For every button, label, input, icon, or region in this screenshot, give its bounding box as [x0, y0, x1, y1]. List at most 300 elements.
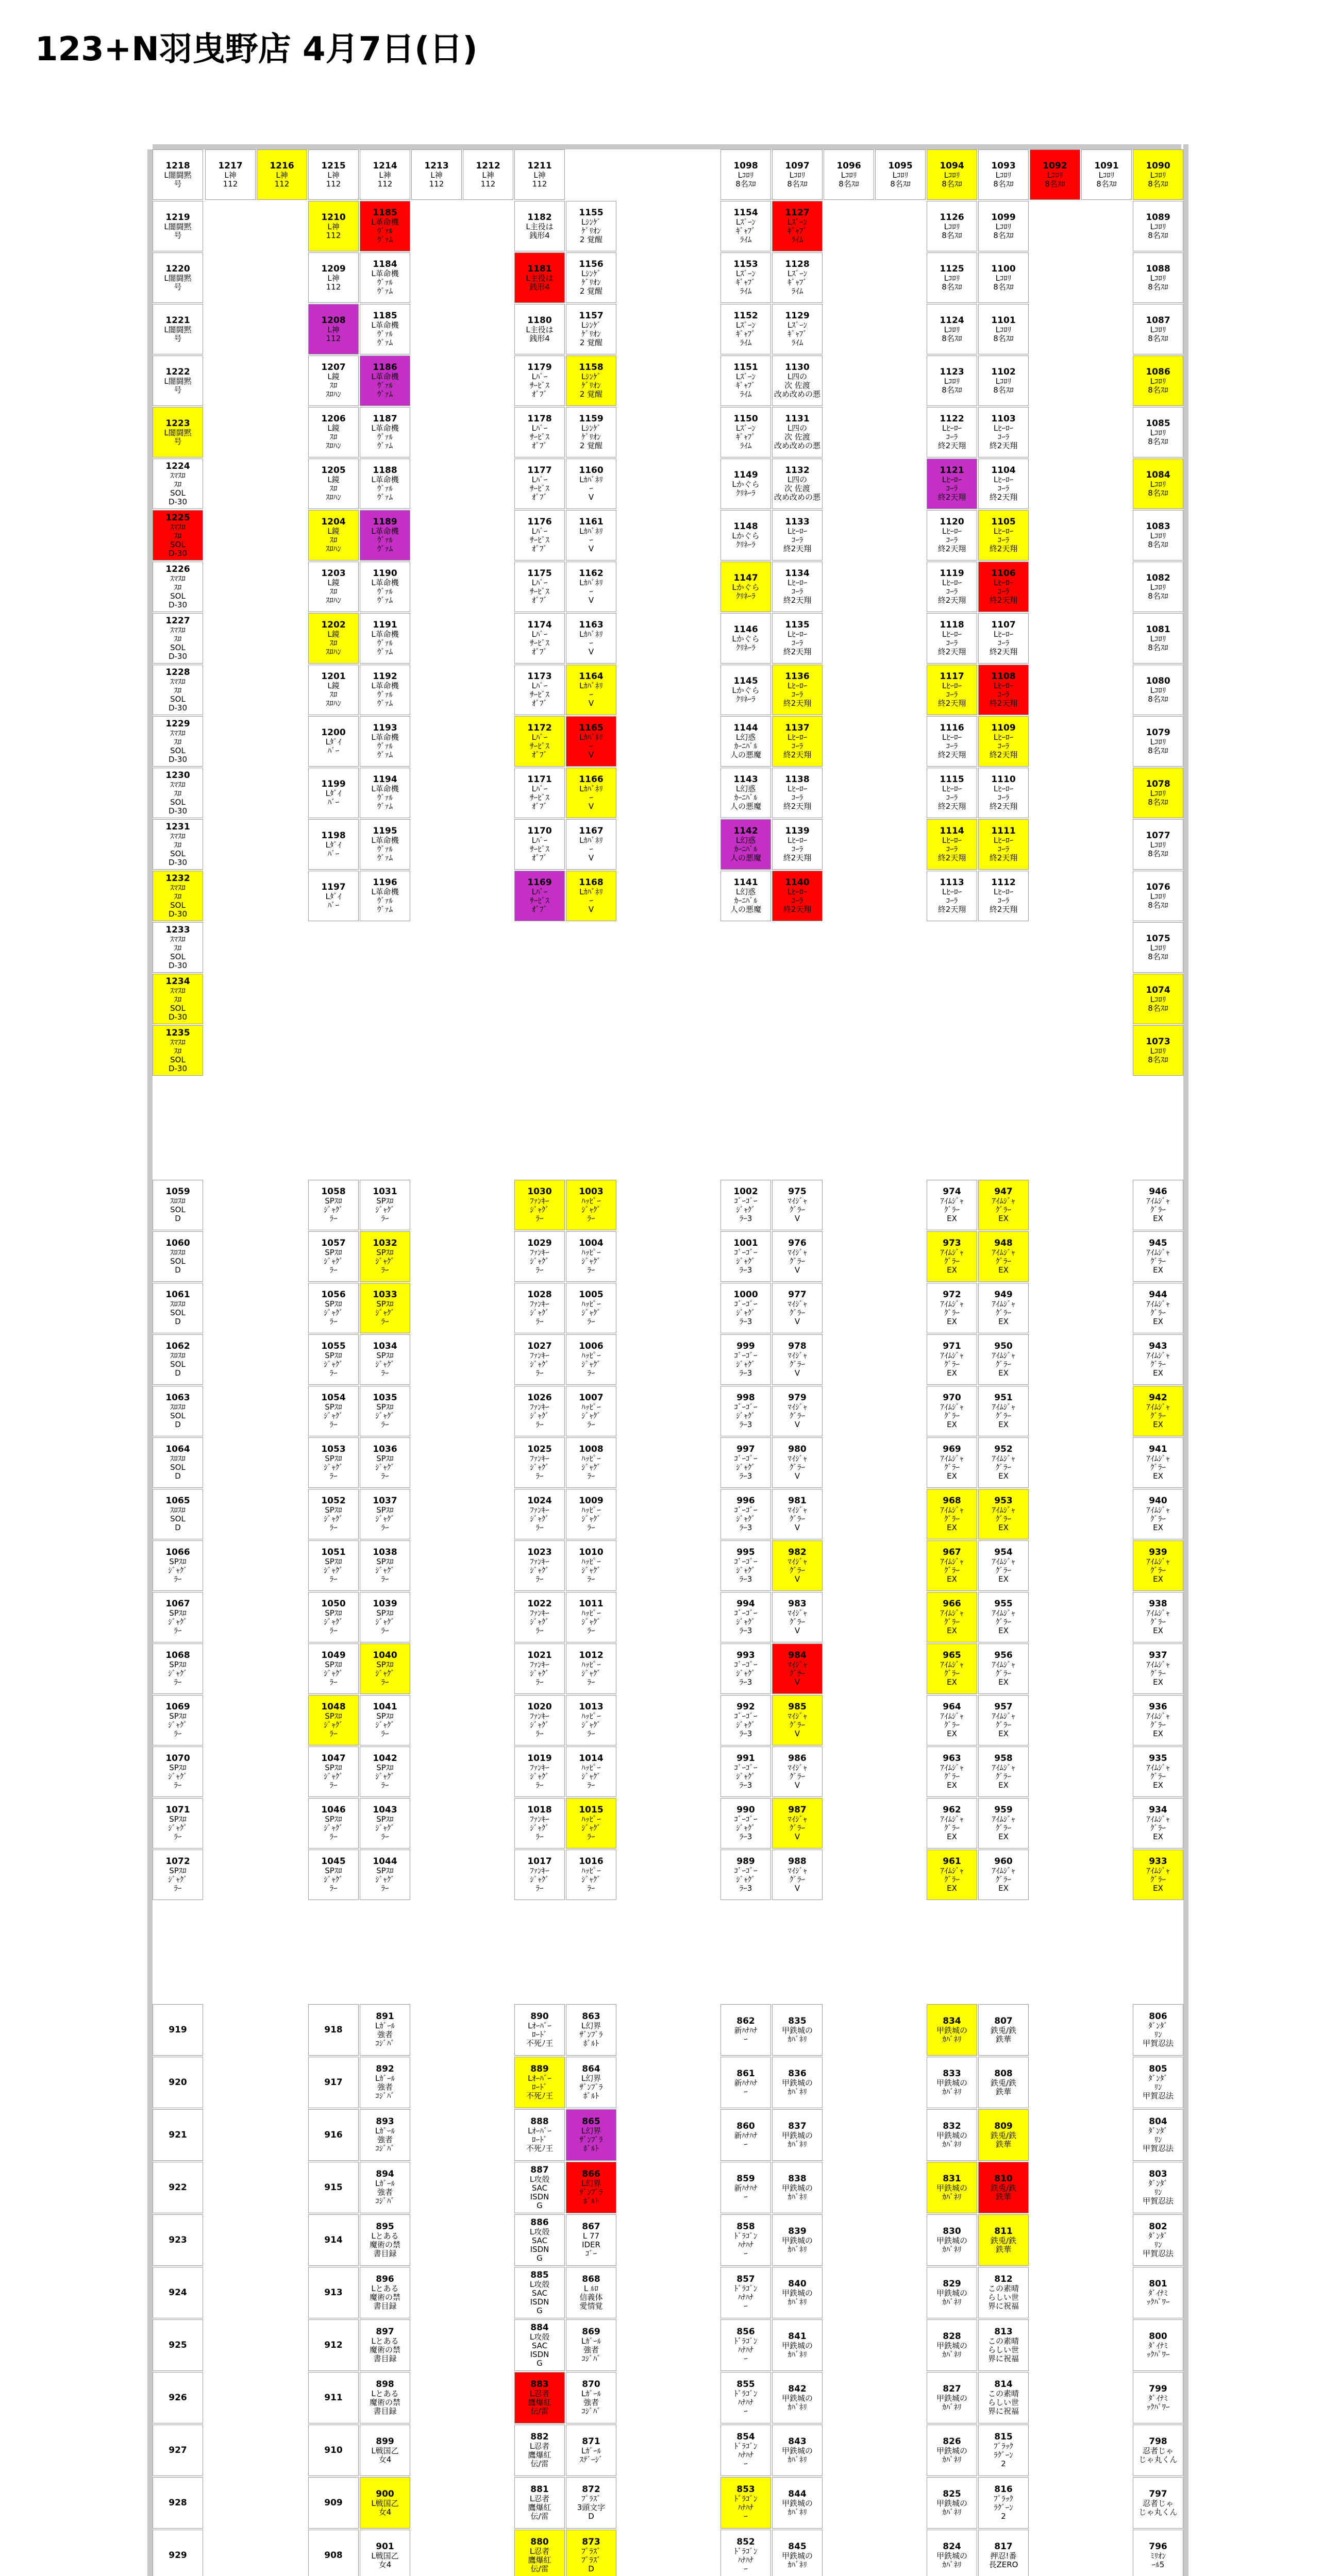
machine-model: L鏡 ｽﾛ ｽﾛﾊﾝ	[325, 681, 341, 708]
machine-cell	[772, 201, 823, 251]
machine-cell	[1081, 149, 1132, 200]
machine-cell	[308, 1334, 359, 1385]
machine-number: 856	[736, 2327, 755, 2337]
machine-number: 872	[582, 2484, 600, 2495]
machine-number: 844	[788, 2488, 807, 2499]
machine-number: 1144	[733, 723, 758, 733]
machine-model: 鉄兎/鉄 鉄華	[990, 2130, 1017, 2149]
machine-cell	[514, 2319, 565, 2371]
machine-model: Lｺﾛﾘ 8名ｽﾛ	[1045, 170, 1065, 189]
machine-cell	[514, 2057, 565, 2108]
machine-number: 1164	[579, 671, 604, 682]
machine-cell	[772, 1540, 823, 1591]
machine-number: 1108	[991, 671, 1016, 682]
machine-cell	[772, 459, 823, 509]
machine-cell	[978, 1747, 1029, 1797]
machine-cell	[308, 201, 359, 251]
machine-cell	[772, 665, 823, 715]
machine-number: 1185	[373, 311, 397, 321]
machine-cell	[978, 201, 1029, 251]
machine-cell	[360, 355, 410, 406]
machine-model: ﾐﾘｵﾝ ｰﾙ5	[1150, 2551, 1166, 2569]
machine-number: 1186	[373, 362, 397, 372]
machine-number: 940	[1149, 1496, 1167, 1506]
machine-model: Lﾊﾞｰ ｻｰﾋﾞｽ ｵﾞﾌﾞ	[530, 578, 549, 605]
machine-model: Lﾋｰﾛｰ ｺｰﾗ 終2天翔	[989, 784, 1018, 811]
machine-cell	[772, 1283, 823, 1333]
machine-cell	[308, 2214, 359, 2266]
machine-number: 1062	[165, 1341, 190, 1351]
machine-number: 836	[788, 2068, 807, 2079]
machine-number: 1193	[373, 723, 397, 733]
machine-number: 1110	[991, 774, 1016, 785]
machine-model: SPｽﾛ ｼﾞｬｸﾞ ﾗｰ	[375, 1299, 395, 1326]
machine-number: 1175	[527, 568, 552, 579]
machine-number: 1132	[785, 465, 810, 476]
machine-cell	[1133, 2109, 1183, 2161]
machine-model: Lﾊﾞｰ ｻｰﾋﾞｽ ｵﾞﾌﾞ	[530, 527, 549, 553]
machine-model: Lﾋｰﾛｰ ｺｰﾗ 終2天翔	[937, 836, 966, 862]
machine-cell	[978, 1231, 1029, 1282]
machine-model: Lとある 魔術の禁 書目録	[369, 2389, 400, 2416]
machine-number: 838	[788, 2173, 807, 2184]
machine-model: ﾊｯﾋﾟｰ ｼﾞｬｸﾞ ﾗｰ	[581, 1402, 601, 1429]
machine-number: 1082	[1146, 572, 1170, 583]
machine-number: 952	[994, 1444, 1013, 1454]
machine-model: Lﾋｰﾛｰ ｺｰﾗ 終2天翔	[783, 887, 812, 914]
machine-model: Lｶﾊﾞﾈﾘ ｰ V	[579, 578, 603, 605]
machine-number: 1191	[373, 620, 397, 630]
machine-cell	[1133, 510, 1183, 561]
machine-model: Lｶﾊﾞﾈﾘ ｰ V	[579, 630, 603, 656]
machine-model: ｱｲﾑｼﾞｬ ｸﾞﾗｰ EX	[1146, 1248, 1170, 1275]
machine-model: ｽﾛｽﾛ SOL D	[170, 1299, 186, 1326]
machine-cell	[721, 1489, 771, 1539]
machine-model: ｺﾞｰｺﾞｰ ｼﾞｬｸﾞ ﾗｰ3	[734, 1660, 758, 1687]
machine-cell	[360, 716, 410, 767]
machine-cell	[927, 768, 977, 818]
machine-cell	[927, 2425, 977, 2476]
machine-cell	[566, 1437, 616, 1488]
machine-model: ﾊｯﾋﾟｰ ｼﾞｬｸﾞ ﾗｰ	[581, 1815, 601, 1841]
machine-number: 1143	[733, 774, 758, 785]
machine-number: 1178	[527, 414, 552, 424]
machine-number: 996	[736, 1496, 755, 1506]
machine-cell	[927, 2267, 977, 2318]
machine-model: L闇闘黙 号	[164, 428, 192, 446]
machine-number: 1131	[785, 414, 810, 424]
machine-model: L革命機 ｳﾞｧﾙ ｳﾞｧﾑ	[371, 733, 399, 759]
machine-model: L革命機 ｳﾞｧﾙ ｳﾞｧﾑ	[371, 217, 399, 244]
machine-cell	[566, 2530, 616, 2576]
machine-number: 949	[994, 1290, 1013, 1300]
machine-number: 1102	[991, 366, 1016, 377]
machine-model: L闇闘黙 号	[164, 170, 192, 189]
machine-cell	[153, 201, 203, 251]
machine-number: 1155	[579, 208, 604, 218]
machine-cell	[927, 1386, 977, 1436]
machine-number: 815	[994, 2432, 1013, 2442]
machine-cell	[721, 1180, 771, 1230]
machine-model: L闇闘黙 号	[164, 222, 192, 240]
machine-model: Lﾊﾞｰ ｻｰﾋﾞｽ ｵﾞﾌﾞ	[530, 681, 549, 708]
machine-number: 1047	[321, 1753, 346, 1764]
machine-number: 797	[1149, 2488, 1167, 2499]
machine-model: SPｽﾛ ｼﾞｬｸﾞ ﾗｰ	[375, 1402, 395, 1429]
machine-number: 956	[994, 1650, 1013, 1660]
machine-number: 1141	[733, 877, 758, 888]
machine-model: ｱｲﾑｼﾞｬ ｸﾞﾗｰ EX	[992, 1351, 1015, 1378]
machine-number: 989	[736, 1856, 755, 1867]
machine-cell	[772, 2109, 823, 2161]
machine-number: 1020	[527, 1702, 552, 1712]
machine-model: Lｽﾞｰﾝ ｷﾞｬﾌﾞ ﾗｲﾑ	[787, 269, 808, 296]
machine-model: SPｽﾛ ｼﾞｬｸﾞ ﾗｰ	[168, 1866, 188, 1893]
machine-cell	[360, 2109, 410, 2161]
machine-model: SPｽﾛ ｼﾞｬｸﾞ ﾗｰ	[324, 1608, 343, 1635]
machine-cell	[360, 201, 410, 251]
machine-model: ｱｲﾑｼﾞｬ ｸﾞﾗｰ EX	[992, 1660, 1015, 1687]
machine-model: Lかぐら ｸﾘﾈｰﾗ	[732, 479, 760, 498]
machine-number: 1211	[527, 160, 552, 171]
machine-model: Lｺﾛﾘ 8名ｽﾛ	[942, 273, 962, 292]
machine-model: L神 112	[377, 170, 393, 189]
machine-cell	[308, 768, 359, 818]
machine-cell	[153, 2477, 203, 2529]
machine-cell	[153, 1231, 203, 1282]
machine-model: ｺﾞｰｺﾞｰ ｼﾞｬｸﾞ ﾗｰ3	[734, 1402, 758, 1429]
machine-model: ｱｲﾑｼﾞｬ ｸﾞﾗｰ EX	[1146, 1866, 1170, 1893]
machine-model: ﾄﾞﾗｺﾞﾝ ﾊﾅﾊﾅ ｰ	[734, 2231, 758, 2258]
machine-cell	[514, 1695, 565, 1745]
machine-cell	[360, 2530, 410, 2576]
machine-number: 1072	[165, 1856, 190, 1867]
machine-number: 1037	[373, 1496, 397, 1506]
machine-number: 802	[1149, 2222, 1167, 2232]
machine-model: L革命機 ｳﾞｧﾙ ｳﾞｧﾑ	[371, 269, 399, 296]
machine-model: L主役は 銭形4	[526, 222, 554, 240]
machine-cell	[772, 1798, 823, 1849]
machine-number: 799	[1149, 2383, 1167, 2394]
machine-model: Lｺﾛﾘ 8名ｽﾛ	[942, 222, 962, 240]
machine-number: 1189	[373, 517, 397, 527]
machine-cell	[360, 2057, 410, 2108]
machine-cell	[927, 1747, 977, 1797]
machine-model: Lｺﾛﾘ 8名ｽﾛ	[1148, 943, 1168, 961]
machine-cell	[566, 819, 616, 870]
machine-number: 1196	[373, 877, 397, 888]
machine-cell	[721, 2162, 771, 2213]
machine-cell	[1133, 562, 1183, 612]
machine-model: SPｽﾛ ｼﾞｬｸﾞ ﾗｰ	[168, 1763, 188, 1790]
machine-model: L四の 次 佐渡 改め改めの悪	[774, 475, 820, 502]
machine-number: 975	[788, 1187, 807, 1197]
machine-cell	[721, 1643, 771, 1694]
machine-cell	[927, 716, 977, 767]
machine-number: 980	[788, 1444, 807, 1454]
machine-cell	[566, 2425, 616, 2476]
machine-model: ｺﾞｰｺﾞｰ ｼﾞｬｸﾞ ﾗｰ3	[734, 1454, 758, 1481]
machine-number: 892	[376, 2064, 394, 2074]
machine-model: L幻界 ｻﾞﾝﾌﾞﾗ ﾎﾞﾙﾄ	[579, 2179, 603, 2206]
machine-number: 1006	[579, 1341, 604, 1351]
machine-model: ﾊｯﾋﾟｰ ｼﾞｬｸﾞ ﾗｰ	[581, 1660, 601, 1687]
machine-number: 1139	[785, 826, 810, 836]
machine-number: 891	[376, 2011, 394, 2022]
machine-cell	[978, 2004, 1029, 2056]
machine-cell	[721, 304, 771, 354]
machine-cell	[772, 1643, 823, 1694]
machine-number: 1119	[940, 568, 964, 579]
machine-cell	[927, 2057, 977, 2108]
machine-cell	[1030, 149, 1080, 200]
machine-model: ｽﾏｽﾛ ｽﾛ SOL D-30	[168, 573, 188, 609]
machine-number: 1054	[321, 1393, 346, 1403]
machine-number: 1137	[785, 723, 810, 733]
machine-number: 866	[582, 2169, 600, 2179]
machine-cell	[721, 149, 771, 200]
machine-number: 825	[943, 2488, 961, 2499]
machine-cell	[153, 974, 203, 1024]
machine-model: 鉄兎/鉄 鉄華	[990, 2235, 1017, 2254]
machine-number: 1207	[321, 362, 346, 372]
machine-number: 1172	[527, 723, 552, 733]
machine-number: 810	[994, 2173, 1013, 2184]
machine-number: 1153	[733, 259, 758, 269]
machine-model: Lﾋｰﾛｰ ｺｰﾗ 終2天翔	[783, 681, 812, 708]
machine-cell	[721, 2425, 771, 2476]
machine-cell	[360, 1798, 410, 1849]
machine-model: 甲鉄城の ｶﾊﾞﾈﾘ	[936, 2025, 967, 2044]
machine-model: SPｽﾛ ｼﾞｬｸﾞ ﾗｰ	[324, 1196, 343, 1223]
machine-model: Lｺﾛﾘ 8名ｽﾛ	[839, 170, 859, 189]
machine-model: L神 112	[480, 170, 496, 189]
machine-model: L革命機 ｳﾞｧﾙ ｳﾞｧﾑ	[371, 784, 399, 811]
machine-cell	[772, 2319, 823, 2371]
machine-model: 新ﾊﾅﾊﾅ ｰ	[734, 2183, 758, 2201]
machine-cell	[360, 2214, 410, 2266]
machine-model: SPｽﾛ ｼﾞｬｸﾞ ﾗｰ	[168, 1557, 188, 1584]
machine-cell	[308, 1592, 359, 1642]
machine-number: 808	[994, 2068, 1013, 2079]
machine-cell	[566, 1695, 616, 1745]
machine-number: 901	[376, 2541, 394, 2552]
machine-model: ﾌｧﾝｷｰ ｼﾞｬｸﾞ ﾗｰ	[530, 1557, 549, 1584]
machine-number: 800	[1149, 2331, 1167, 2342]
machine-number: 1034	[373, 1341, 397, 1351]
machine-cell	[772, 2477, 823, 2529]
machine-number: 1162	[579, 568, 604, 579]
machine-cell	[360, 2477, 410, 2529]
machine-model: Lｺﾛﾘ 8名ｽﾛ	[1148, 376, 1168, 395]
machine-model: L主役は 銭形4	[526, 325, 554, 343]
machine-cell	[153, 1592, 203, 1642]
machine-cell	[1133, 974, 1183, 1024]
machine-number: 1093	[991, 160, 1016, 171]
machine-cell	[721, 2372, 771, 2424]
machine-number: 1222	[165, 366, 190, 377]
machine-number: 1099	[991, 212, 1016, 223]
machine-number: 863	[582, 2011, 600, 2022]
machine-model: SPｽﾛ ｼﾞｬｸﾞ ﾗｰ	[375, 1763, 395, 1790]
machine-model: Lｽﾞｰﾝ ｷﾞｬﾌﾞ ﾗｲﾑ	[787, 217, 808, 244]
machine-cell	[514, 201, 565, 251]
machine-model: ｽﾏｽﾛ ｽﾛ SOL D-30	[168, 779, 188, 816]
machine-number: 835	[788, 2015, 807, 2026]
machine-number: 1033	[373, 1290, 397, 1300]
machine-model: Lﾋｰﾛｰ ｺｰﾗ 終2天翔	[937, 423, 966, 450]
machine-cell	[566, 1747, 616, 1797]
machine-number: 1109	[991, 723, 1016, 733]
machine-model: ﾊｯﾋﾟｰ ｼﾞｬｸﾞ ﾗｰ	[581, 1557, 601, 1584]
machine-model: 甲鉄城の ｶﾊﾞﾈﾘ	[936, 2288, 967, 2307]
machine-number: 1152	[733, 311, 758, 321]
machine-cell	[772, 355, 823, 406]
machine-model: ｺﾞｰｺﾞｰ ｼﾞｬｸﾞ ﾗｰ3	[734, 1196, 758, 1223]
machine-model: ｱｲﾑｼﾞｬ ｸﾞﾗｰ EX	[940, 1402, 964, 1429]
machine-number: 919	[169, 2024, 187, 2035]
machine-number: 867	[582, 2222, 600, 2232]
machine-number: 1068	[165, 1650, 190, 1660]
machine-cell	[772, 716, 823, 767]
machine-cell	[566, 768, 616, 818]
machine-number: 1031	[373, 1187, 397, 1197]
machine-model: L神 112	[223, 170, 238, 189]
machine-model: ﾏｲｼﾞｬ ｸﾞﾗｰ V	[788, 1402, 807, 1429]
machine-number: 1025	[527, 1444, 552, 1454]
machine-number: 1213	[424, 160, 449, 171]
machine-number: 1134	[785, 568, 810, 579]
machine-cell	[153, 768, 203, 818]
machine-model: ﾀﾞｲﾅﾐ ｯｸﾊﾟﾜｰ	[1146, 2393, 1170, 2412]
machine-number: 1029	[527, 1238, 552, 1248]
machine-cell	[772, 149, 823, 200]
machine-cell	[927, 562, 977, 612]
machine-cell	[721, 355, 771, 406]
machine-number: 993	[736, 1650, 755, 1660]
machine-cell	[153, 2530, 203, 2576]
machine-model: ｺﾞｰｺﾞｰ ｼﾞｬｸﾞ ﾗｰ3	[734, 1866, 758, 1893]
machine-model: ｱｲﾑｼﾞｬ ｸﾞﾗｰ EX	[940, 1711, 964, 1738]
machine-number: 916	[324, 2129, 343, 2140]
machine-number: 1027	[527, 1341, 552, 1351]
machine-model: SPｽﾛ ｼﾞｬｸﾞ ﾗｰ	[324, 1351, 343, 1378]
machine-cell	[927, 1540, 977, 1591]
machine-model: SPｽﾛ ｼﾞｬｸﾞ ﾗｰ	[375, 1248, 395, 1275]
machine-cell	[360, 1695, 410, 1745]
machine-cell	[360, 1283, 410, 1333]
machine-model: ﾌｧﾝｷｰ ｼﾞｬｸﾞ ﾗｰ	[530, 1299, 549, 1326]
machine-cell	[927, 1850, 977, 1900]
machine-model: ﾌﾟﾗｽﾞ ﾌﾟﾗｽﾞ D	[581, 2547, 601, 2573]
machine-model: 甲鉄城の ｶﾊﾞﾈﾘ	[781, 2341, 813, 2359]
machine-number: 888	[530, 2116, 549, 2127]
machine-number: 895	[376, 2222, 394, 2232]
machine-model: ｱｲﾑｼﾞｬ ｸﾞﾗｰ EX	[992, 1505, 1015, 1532]
machine-number: 1142	[733, 826, 758, 836]
machine-model: ﾌｧﾝｷｰ ｼﾞｬｸﾞ ﾗｰ	[530, 1248, 549, 1275]
machine-number: 1233	[165, 924, 190, 935]
machine-cell	[978, 459, 1029, 509]
machine-number: 1173	[527, 671, 552, 682]
machine-model: Lﾋｰﾛｰ ｺｰﾗ 終2天翔	[989, 527, 1018, 553]
machine-cell	[978, 716, 1029, 767]
machine-cell	[927, 149, 977, 200]
machine-model: Lｼﾝｹﾞ ｹﾞﾘｵﾝ 2 覚醒	[579, 423, 603, 450]
machine-number: 899	[376, 2436, 394, 2447]
machine-model: 甲鉄城の ｶﾊﾞﾈﾘ	[781, 2288, 813, 2307]
machine-cell	[514, 304, 565, 354]
machine-model: Lｶﾊﾞﾈﾘ ｰ V	[579, 836, 603, 862]
machine-cell	[927, 459, 977, 509]
machine-cell	[205, 149, 256, 200]
machine-cell	[1133, 1540, 1183, 1591]
machine-number: 1130	[785, 362, 810, 372]
machine-number: 898	[376, 2379, 394, 2389]
machine-number: 927	[169, 2445, 187, 2455]
machine-number: 887	[530, 2164, 549, 2175]
machine-model: ｱｲﾑｼﾞｬ ｸﾞﾗｰ EX	[992, 1815, 1015, 1841]
machine-cell	[721, 665, 771, 715]
machine-cell	[514, 2372, 565, 2424]
machine-number: 942	[1149, 1393, 1167, 1403]
machine-number: 1013	[579, 1702, 604, 1712]
machine-model: 甲鉄城の ｶﾊﾞﾈﾘ	[781, 2025, 813, 2044]
machine-number: 1100	[991, 263, 1016, 274]
machine-cell	[566, 613, 616, 664]
machine-model: Lﾋｰﾛｰ ｺｰﾗ 終2天翔	[937, 630, 966, 656]
machine-model: ｱｲﾑｼﾞｬ ｸﾞﾗｰ EX	[1146, 1660, 1170, 1687]
machine-cell	[1133, 2057, 1183, 2108]
machine-cell	[772, 2162, 823, 2213]
machine-cell	[153, 2109, 203, 2161]
machine-model: L 77 IDER ｺﾞｰ	[582, 2231, 600, 2258]
machine-cell	[721, 562, 771, 612]
machine-model: ﾊｯﾋﾟｰ ｼﾞｬｸﾞ ﾗｰ	[581, 1248, 601, 1275]
machine-model: ﾀﾞｲﾅﾐ ｯｸﾊﾟﾜｰ	[1146, 2288, 1170, 2307]
machine-number: 1206	[321, 414, 346, 424]
machine-cell	[566, 1283, 616, 1333]
machine-model: Lｺﾛﾘ 8名ｽﾛ	[993, 376, 1014, 395]
wall-right-mid	[1183, 1082, 1188, 2576]
machine-number: 1044	[373, 1856, 397, 1867]
machine-number: 1210	[321, 212, 346, 223]
machine-model: L鏡 ｽﾛ ｽﾛﾊﾝ	[325, 527, 341, 553]
machine-model: Lｺﾛﾘ 8名ｽﾛ	[1148, 788, 1168, 807]
page-title: 123+N羽曳野店 4月7日(日)	[35, 30, 478, 69]
machine-cell	[978, 613, 1029, 664]
machine-cell	[927, 1180, 977, 1230]
machine-number: 968	[943, 1496, 961, 1506]
wall-top	[153, 144, 1181, 149]
machine-model: Lかぐら ｸﾘﾈｰﾗ	[732, 531, 760, 549]
machine-model: ﾏｲｼﾞｬ ｸﾞﾗｰ V	[788, 1660, 807, 1687]
machine-number: 1080	[1146, 675, 1170, 686]
machine-model: Lかぐら ｸﾘﾈｰﾗ	[732, 634, 760, 652]
machine-number: 998	[736, 1393, 755, 1403]
machine-model: SPｽﾛ ｼﾞｬｸﾞ ﾗｰ	[324, 1557, 343, 1584]
machine-number: 1176	[527, 517, 552, 527]
machine-model: SPｽﾛ ｼﾞｬｸﾞ ﾗｰ	[375, 1557, 395, 1584]
machine-cell	[721, 871, 771, 921]
machine-model: ﾄﾞﾗｺﾞﾝ ﾊﾅﾊﾅ ｰ	[734, 2389, 758, 2416]
machine-cell	[308, 562, 359, 612]
machine-cell	[1133, 2004, 1183, 2056]
machine-model: Lｵｰﾊﾞｰ ﾛｰﾄﾞ 不死ﾉ王	[526, 2074, 554, 2100]
machine-model: ﾊｯﾋﾟｰ ｼﾞｬｸﾞ ﾗｰ	[581, 1505, 601, 1532]
machine-cell	[566, 510, 616, 561]
machine-cell	[927, 2530, 977, 2576]
